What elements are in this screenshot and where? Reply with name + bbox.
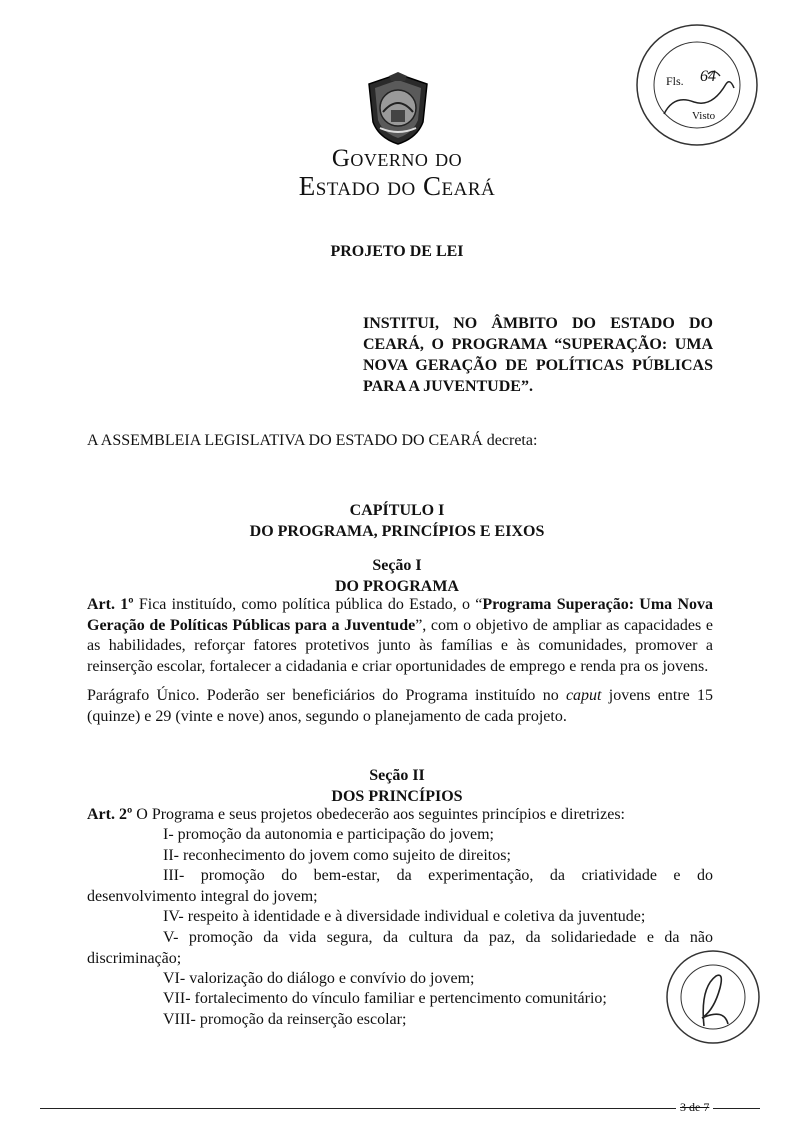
header-line2: Estado do Ceará	[298, 171, 496, 201]
enacting-clause-body: A ASSEMBLEIA LEGISLATIVA DO ESTADO DO CEARÁ	[87, 432, 483, 449]
list-item: V- promoção da vida segura, da cultura da paz, da solidariedade e da não discriminação;	[87, 929, 713, 967]
article-1-text-b: ”, com o objetivo de ampliar as capacidades e as habilidades, reforçar fatores protetivos junto às famílias e às comunidades, promover a reinserção escolar, fortalecer a cidadania e criar oportunidades de emprego e renda pra os jovens.	[87, 616, 713, 675]
section-1-title: DO PROGRAMA	[335, 578, 459, 595]
footer-rule	[40, 1108, 760, 1109]
protocol-stamp-ring	[634, 22, 760, 148]
section-1-number: Seção I	[372, 557, 422, 574]
ementa: INSTITUI, NO ÂMBITO DO ESTADO DO CEARÁ, O PROGRAMA “SUPERAÇÃO: UMA NOVA GERAÇÃO DE POLÍTICAS PÚBLICAS PARA A JUVENTUDE”.	[363, 315, 713, 395]
article-2	[87, 805, 713, 826]
list-item: VIII- promoção da reinserção escolar;	[163, 1011, 407, 1028]
article-1-label: Art. 1º	[87, 596, 134, 613]
list-item: VII- fortalecimento do vínculo familiar e pertencimento comunitário;	[163, 990, 607, 1007]
stamp-fls-label: Fls.	[666, 74, 684, 88]
list-item: VI- valorização do diálogo e convívio do jovem;	[163, 970, 475, 987]
chapter-number: CAPÍTULO I	[349, 502, 445, 519]
article-2-text: O Programa e seus projetos obedecerão aos seguintes princípios e diretrizes:	[132, 806, 625, 823]
page-number: 3 de 7	[676, 1100, 713, 1115]
list-item: I- promoção da autonomia e participação do jovem;	[163, 826, 494, 843]
sole-paragraph-a: Parágrafo Único. Poderão ser beneficiários do Programa instituído no	[87, 687, 566, 704]
document-title: PROJETO DE LEI	[330, 243, 464, 260]
enacting-clause	[87, 432, 537, 450]
sole-paragraph	[87, 686, 713, 727]
stamp-fls-value: 64	[700, 68, 716, 85]
sole-paragraph-caput: caput	[565, 687, 602, 704]
article-2-label: Art. 2º	[87, 806, 133, 823]
article-1-text-a: Fica instituído, como política pública do Estado, o “	[133, 596, 483, 613]
chapter-title: DO PROGRAMA, PRINCÍPIOS E EIXOS	[249, 523, 545, 540]
chapter-heading	[0, 500, 794, 542]
section-2-title: DOS PRINCÍPIOS	[331, 788, 463, 805]
list-item: II- reconhecimento do jovem como sujeito de direitos;	[163, 847, 511, 864]
article-1-program-name: Programa Superação: Uma Nova Geração de Políticas Públicas para a Juventude	[87, 596, 714, 634]
list-item: IV- respeito à identidade e à diversidade individual e coletiva da juventude;	[163, 908, 646, 925]
stamp-visto-label: Visto	[692, 110, 716, 122]
article-1	[87, 595, 713, 677]
enacting-clause-verb: decreta:	[482, 432, 538, 449]
list-item: III- promoção do bem-estar, da experimentação, da criatividade e do desenvolvimento integral do jovem;	[87, 867, 713, 905]
header-line1: Governo do	[331, 145, 463, 172]
pge-stamp	[664, 948, 762, 1046]
protocol-stamp	[634, 22, 760, 148]
section-2-number: Seção II	[369, 767, 425, 784]
pge-stamp-ring	[664, 948, 762, 1046]
section-2-heading	[0, 765, 794, 807]
coat-of-arms-logo	[361, 72, 435, 146]
sole-paragraph-b: jovens entre 15 (quinze) e 29 (vinte e nove) anos, segundo o planejamento de cada projeto.	[87, 687, 714, 725]
government-header	[0, 145, 794, 202]
section-1-heading	[0, 555, 794, 597]
